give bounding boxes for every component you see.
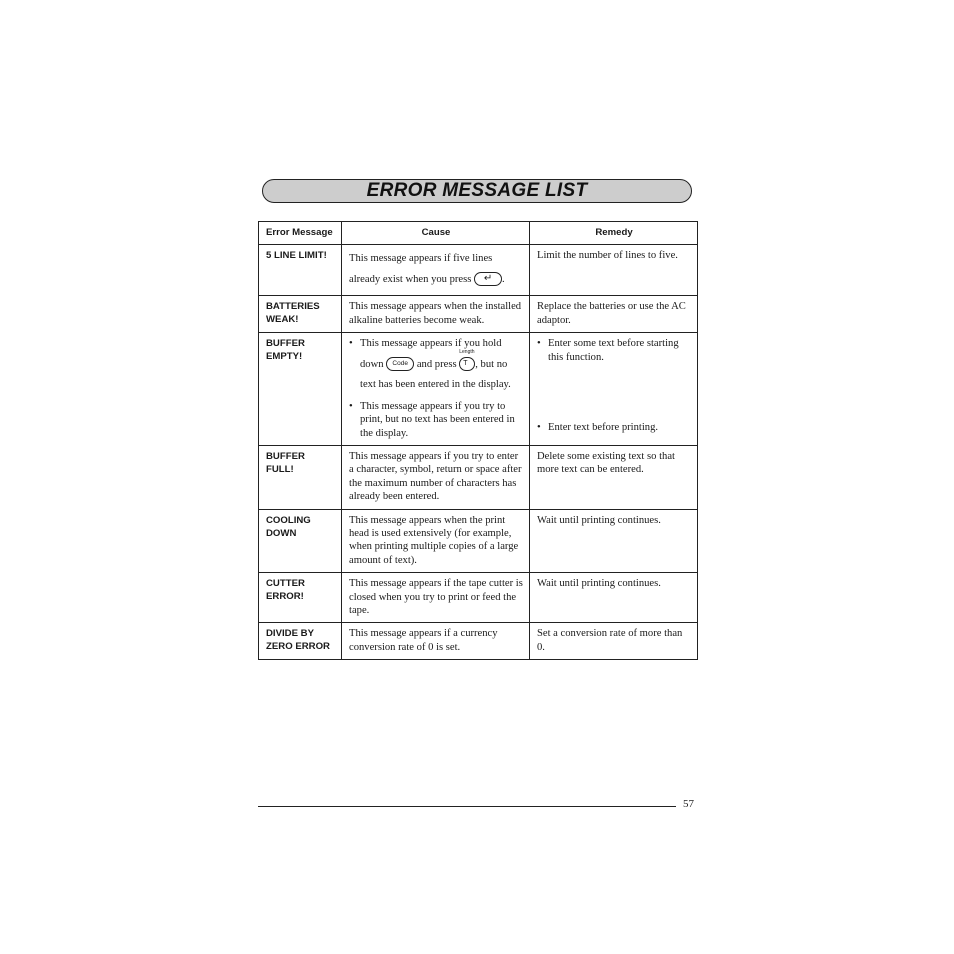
page-title: ERROR MESSAGE LIST [366,180,588,201]
cause-bullet [349,400,523,440]
remedy-cell: Replace the batteries or use the AC adaptor. [530,296,698,333]
remedy-cell: Wait until printing continues. [530,509,698,573]
code-key-label: Code [392,360,408,368]
bullet-icon: • [349,338,353,350]
cause-text-end: . [502,273,505,285]
error-message-table [258,221,698,660]
code-key-icon [386,357,414,371]
cause-cell [342,245,530,296]
error-message-cell: BUFFER EMPTY! [259,333,342,446]
remedy-cell: Limit the number of lines to five. [530,245,698,296]
cause-bullet [349,334,523,396]
table-header-row [259,222,698,245]
error-message-cell: DIVIDE BY ZERO ERROR [259,623,342,660]
cause-bullet-text: and press [416,358,457,370]
footer-divider [258,806,676,807]
header-cause: Cause [342,222,530,245]
remedy-cell: Wait until printing continues. [530,573,698,623]
enter-key-symbol: ↵ [483,273,493,285]
remedy-bullet-text: Enter some text before starting this function. [548,338,679,363]
cause-cell [342,333,530,446]
bullet-icon: • [537,422,541,434]
cause-cell: This message appears when the print head is used extensively (for example, when printing multiple copies of a large amount of text). [342,509,530,573]
table-row [259,623,698,660]
table-row [259,445,698,509]
remedy-bullet [537,337,691,364]
cause-cell: This message appears if the tape cutter is closed when you try to print or feed the tape. [342,573,530,623]
cause-bullet-text: This message appears if you try to print, but no text has been entered in the display. [360,400,515,439]
cause-cell: This message appears if you try to enter a character, symbol, return or space after the maximum number of characters has already been entered. [342,445,530,509]
table-row [259,509,698,573]
cause-cell: This message appears if a currency conversion rate of 0 is set. [342,623,530,660]
header-error-message: Error Message [259,222,342,245]
header-remedy: Remedy [530,222,698,245]
table-row [259,245,698,296]
cause-text: This message appears if five lines already exist when you press [349,253,493,285]
cause-bullet-text: This message appears if you hold down [360,338,502,370]
table-row [259,296,698,333]
remedy-bullet [537,421,691,434]
enter-key-icon [474,272,502,286]
section-title-bar [262,179,692,203]
cause-cell: This message appears when the installed alkaline batteries become weak. [342,296,530,333]
remedy-cell: Set a conversion rate of more than 0. [530,623,698,660]
length-caption: Length [459,349,475,356]
table-row [259,573,698,623]
error-message-cell: 5 LINE LIMIT! [259,245,342,296]
error-message-cell: BUFFER FULL! [259,445,342,509]
remedy-cell: Delete some existing text so that more text can be entered. [530,445,698,509]
bullet-icon: • [537,338,541,350]
t-key-icon [459,349,475,371]
bullet-icon: • [349,400,353,412]
remedy-bullet-text: Enter text before printing. [548,422,659,434]
cause-bullet-text: , but no text has been entered in the display. [360,358,511,391]
error-message-cell: CUTTER ERROR! [259,573,342,623]
error-message-cell: COOLING DOWN [259,509,342,573]
t-key-label: T [463,360,468,368]
error-message-cell: BATTERIES WEAK! [259,296,342,333]
remedy-cell [530,333,698,446]
page-number: 57 [683,798,694,810]
table-row [259,333,698,446]
